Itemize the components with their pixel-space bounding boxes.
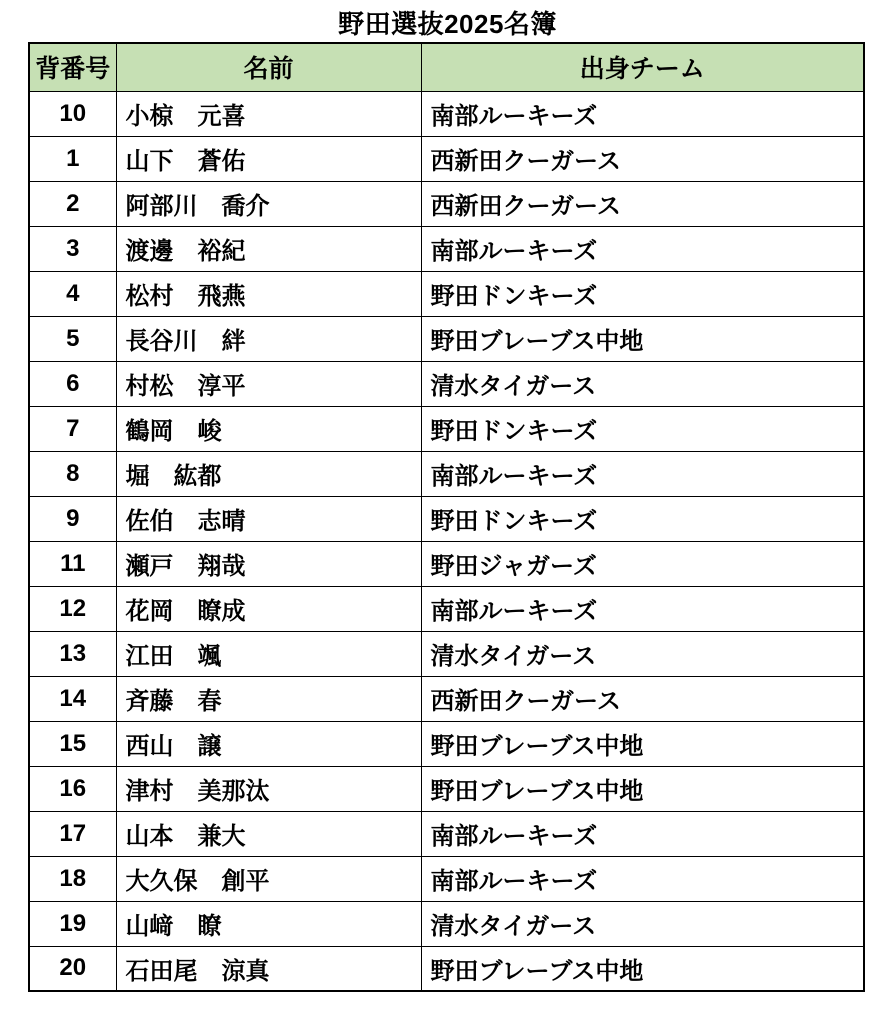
table-row bbox=[29, 91, 864, 136]
cell-origin-team: 野田ブレーブス中地 bbox=[421, 721, 864, 766]
cell-player-name: 江田 颯 bbox=[116, 631, 421, 676]
table-row bbox=[29, 766, 864, 811]
cell-jersey-number: 4 bbox=[29, 271, 116, 316]
table-row bbox=[29, 946, 864, 991]
table-row bbox=[29, 361, 864, 406]
cell-jersey-number: 20 bbox=[29, 946, 116, 991]
cell-origin-team: 野田ブレーブス中地 bbox=[421, 946, 864, 991]
cell-jersey-number: 8 bbox=[29, 451, 116, 496]
cell-origin-team: 南部ルーキーズ bbox=[421, 451, 864, 496]
cell-jersey-number: 6 bbox=[29, 361, 116, 406]
cell-player-name: 松村 飛燕 bbox=[116, 271, 421, 316]
cell-player-name: 佐伯 志晴 bbox=[116, 496, 421, 541]
cell-origin-team: 野田ジャガーズ bbox=[421, 541, 864, 586]
table-row bbox=[29, 676, 864, 721]
cell-player-name: 西山 譲 bbox=[116, 721, 421, 766]
cell-jersey-number: 14 bbox=[29, 676, 116, 721]
cell-origin-team: 野田ドンキーズ bbox=[421, 271, 864, 316]
cell-origin-team: 野田ドンキーズ bbox=[421, 496, 864, 541]
table-row bbox=[29, 496, 864, 541]
cell-origin-team: 清水タイガース bbox=[421, 901, 864, 946]
table-row bbox=[29, 631, 864, 676]
cell-player-name: 阿部川 喬介 bbox=[116, 181, 421, 226]
cell-jersey-number: 7 bbox=[29, 406, 116, 451]
cell-jersey-number: 5 bbox=[29, 316, 116, 361]
table-row bbox=[29, 451, 864, 496]
cell-jersey-number: 11 bbox=[29, 541, 116, 586]
cell-jersey-number: 17 bbox=[29, 811, 116, 856]
cell-player-name: 山﨑 瞭 bbox=[116, 901, 421, 946]
column-header-number: 背番号 bbox=[29, 43, 116, 91]
cell-player-name: 大久保 創平 bbox=[116, 856, 421, 901]
cell-jersey-number: 2 bbox=[29, 181, 116, 226]
cell-origin-team: 野田ブレーブス中地 bbox=[421, 766, 864, 811]
table-row bbox=[29, 721, 864, 766]
cell-origin-team: 野田ブレーブス中地 bbox=[421, 316, 864, 361]
cell-origin-team: 南部ルーキーズ bbox=[421, 586, 864, 631]
cell-origin-team: 西新田クーガース bbox=[421, 136, 864, 181]
cell-player-name: 斉藤 春 bbox=[116, 676, 421, 721]
cell-player-name: 村松 淳平 bbox=[116, 361, 421, 406]
cell-player-name: 山下 蒼佑 bbox=[116, 136, 421, 181]
cell-player-name: 鶴岡 峻 bbox=[116, 406, 421, 451]
table-row bbox=[29, 541, 864, 586]
header-row bbox=[29, 43, 864, 91]
cell-jersey-number: 16 bbox=[29, 766, 116, 811]
cell-origin-team: 南部ルーキーズ bbox=[421, 856, 864, 901]
cell-player-name: 堀 紘都 bbox=[116, 451, 421, 496]
cell-origin-team: 野田ドンキーズ bbox=[421, 406, 864, 451]
table-row bbox=[29, 811, 864, 856]
column-header-team: 出身チーム bbox=[421, 43, 864, 91]
cell-origin-team: 南部ルーキーズ bbox=[421, 226, 864, 271]
cell-jersey-number: 1 bbox=[29, 136, 116, 181]
table-row bbox=[29, 181, 864, 226]
cell-origin-team: 清水タイガース bbox=[421, 631, 864, 676]
cell-player-name: 山本 兼大 bbox=[116, 811, 421, 856]
cell-origin-team: 西新田クーガース bbox=[421, 181, 864, 226]
cell-player-name: 津村 美那汰 bbox=[116, 766, 421, 811]
cell-player-name: 花岡 瞭成 bbox=[116, 586, 421, 631]
roster-table bbox=[28, 42, 865, 992]
table-row bbox=[29, 316, 864, 361]
table-row bbox=[29, 136, 864, 181]
cell-jersey-number: 3 bbox=[29, 226, 116, 271]
cell-jersey-number: 13 bbox=[29, 631, 116, 676]
table-row bbox=[29, 226, 864, 271]
cell-jersey-number: 15 bbox=[29, 721, 116, 766]
cell-origin-team: 南部ルーキーズ bbox=[421, 811, 864, 856]
table-row bbox=[29, 271, 864, 316]
cell-jersey-number: 12 bbox=[29, 586, 116, 631]
cell-jersey-number: 9 bbox=[29, 496, 116, 541]
page-title: 野田選抜2025名簿 bbox=[338, 9, 557, 39]
cell-player-name: 石田尾 涼真 bbox=[116, 946, 421, 991]
cell-jersey-number: 19 bbox=[29, 901, 116, 946]
table-row bbox=[29, 586, 864, 631]
cell-player-name: 小椋 元喜 bbox=[116, 91, 421, 136]
cell-jersey-number: 10 bbox=[29, 91, 116, 136]
column-header-name: 名前 bbox=[116, 43, 421, 91]
table-row bbox=[29, 856, 864, 901]
cell-origin-team: 西新田クーガース bbox=[421, 676, 864, 721]
cell-origin-team: 南部ルーキーズ bbox=[421, 91, 864, 136]
cell-jersey-number: 18 bbox=[29, 856, 116, 901]
table-row bbox=[29, 901, 864, 946]
cell-player-name: 瀬戸 翔哉 bbox=[116, 541, 421, 586]
cell-player-name: 渡邊 裕紀 bbox=[116, 226, 421, 271]
cell-player-name: 長谷川 絆 bbox=[116, 316, 421, 361]
table-row bbox=[29, 406, 864, 451]
cell-origin-team: 清水タイガース bbox=[421, 361, 864, 406]
